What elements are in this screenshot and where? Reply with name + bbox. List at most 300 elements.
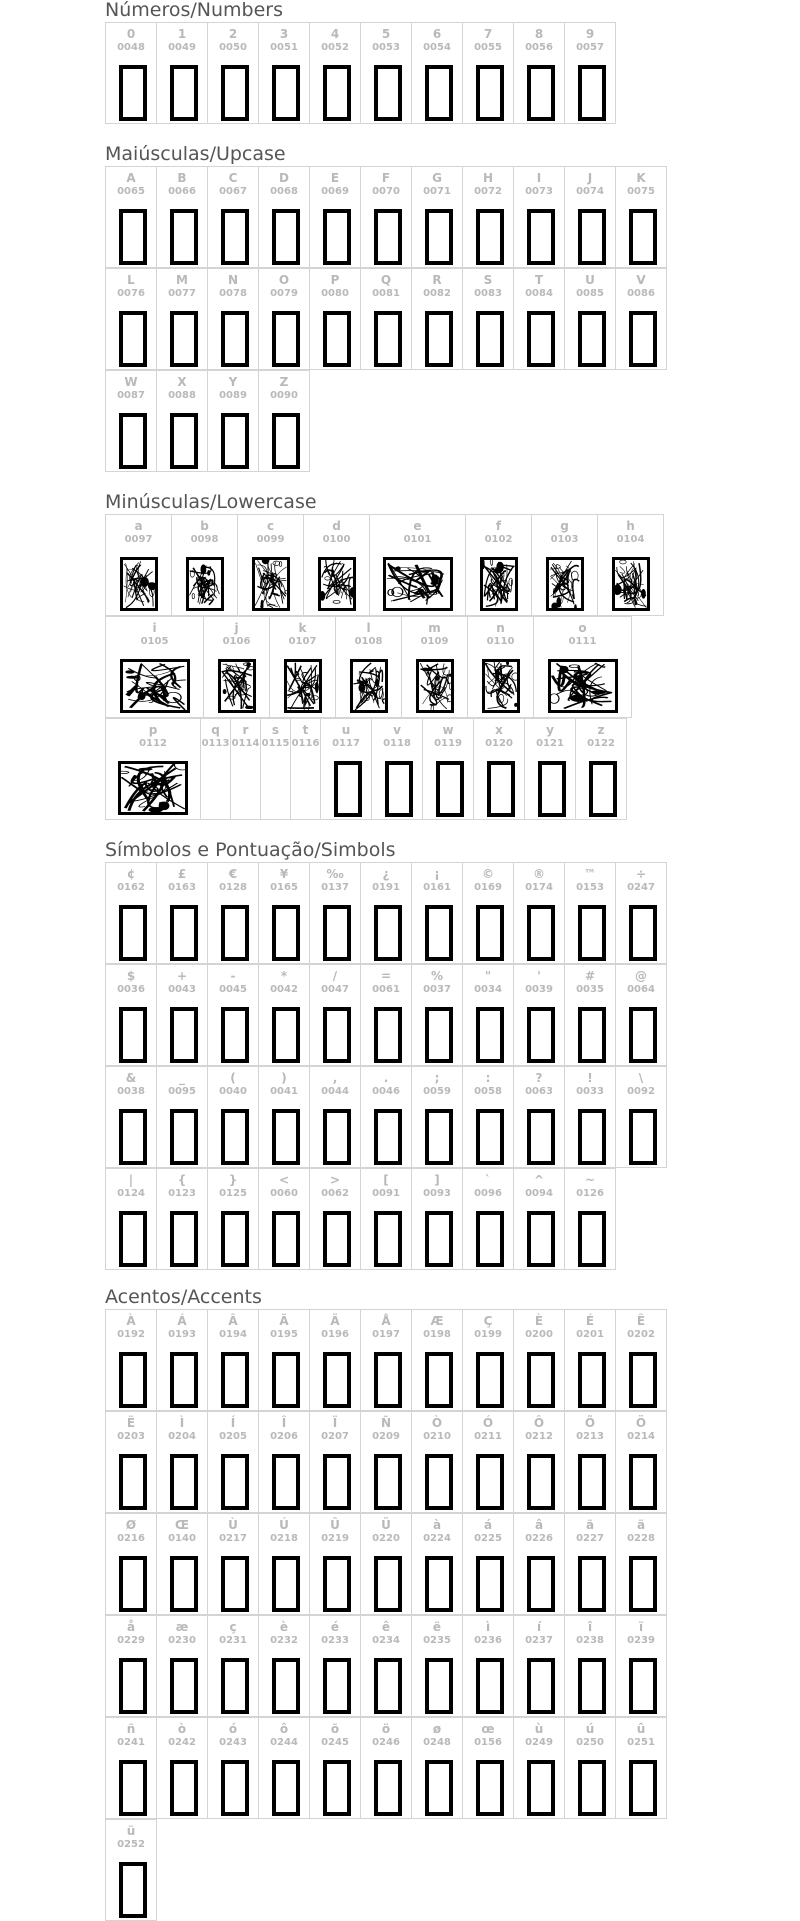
- glyph-char-label: a: [134, 519, 143, 533]
- glyph-code-label: 0042: [270, 984, 298, 995]
- glyph-char-label: 7: [483, 27, 493, 41]
- glyph-code-label: 0216: [117, 1533, 145, 1544]
- missing-glyph-box-icon: [476, 1760, 504, 1816]
- missing-glyph-box-icon: [323, 1352, 351, 1408]
- missing-glyph-box-icon: [221, 1556, 249, 1612]
- glyph-cell: [207, 862, 259, 964]
- missing-glyph-box-icon: [527, 1109, 555, 1165]
- glyph-code-label: 0213: [576, 1431, 604, 1442]
- missing-glyph-box-icon: [170, 1556, 198, 1612]
- missing-glyph-box-icon: [374, 1007, 402, 1063]
- glyph-char-label: Ä: [330, 1314, 340, 1328]
- missing-glyph-box-icon: [323, 209, 351, 265]
- glyph-char-label: 0: [126, 27, 136, 41]
- glyph-code-label: 0054: [423, 42, 451, 53]
- glyph-cell: [105, 370, 157, 472]
- glyph-code-label: 0040: [219, 1086, 247, 1097]
- missing-glyph-box-icon: [221, 311, 249, 367]
- glyph-char-label: Ø: [125, 1518, 137, 1532]
- glyph-char-label: l: [366, 621, 371, 635]
- glyph-char-label: h: [626, 519, 635, 533]
- glyph-illustration-icon: [416, 659, 454, 713]
- glyph-char-label: ^: [533, 1173, 545, 1187]
- glyph-code-label: 0163: [168, 882, 196, 893]
- missing-glyph-box-icon: [578, 1454, 606, 1510]
- glyph-char-label: Ê: [636, 1314, 646, 1328]
- glyph-char-label: k: [298, 621, 307, 635]
- missing-glyph-box-icon: [629, 905, 657, 961]
- glyph-cell: [207, 1411, 259, 1513]
- missing-glyph-box-icon: [476, 209, 504, 265]
- glyph-code-label: 0089: [219, 390, 247, 401]
- glyph-code-label: 0109: [420, 636, 449, 647]
- glyph-char-label: £: [177, 867, 187, 881]
- glyph-cell: [309, 166, 361, 268]
- glyph-cell: [258, 1066, 310, 1168]
- glyph-cell: [615, 268, 667, 370]
- glyph-char-label: ú: [585, 1722, 595, 1736]
- missing-glyph-box-icon: [476, 1454, 504, 1510]
- glyph-char-label: |: [128, 1173, 134, 1187]
- glyph-char-label: m: [428, 621, 441, 635]
- glyph-code-label: 0140: [168, 1533, 196, 1544]
- glyph-cell: [411, 166, 463, 268]
- glyph-cell: [615, 862, 667, 964]
- missing-glyph-box-icon: [385, 761, 413, 817]
- missing-glyph-box-icon: [272, 1760, 300, 1816]
- glyph-code-label: 0115: [261, 738, 290, 749]
- glyph-code-label: 0060: [270, 1188, 298, 1199]
- glyph-cell: [105, 1309, 157, 1411]
- glyph-cell: [105, 718, 201, 820]
- glyph-char-label: Ò: [431, 1416, 443, 1430]
- glyph-char-label: 9: [585, 27, 595, 41]
- glyph-code-label: 0048: [117, 42, 145, 53]
- glyph-code-label: 0214: [627, 1431, 655, 1442]
- glyph-char-label: `: [485, 1173, 491, 1187]
- glyph-cell: [207, 1066, 259, 1168]
- glyph-code-label: 0052: [321, 42, 349, 53]
- missing-glyph-box-icon: [374, 1658, 402, 1714]
- glyph-char-label: K: [636, 171, 646, 185]
- glyph-cell: [371, 718, 423, 820]
- missing-glyph-box-icon: [629, 311, 657, 367]
- glyph-cell: [462, 1615, 514, 1717]
- glyph-code-label: 0051: [270, 42, 298, 53]
- glyph-illustration-icon: [318, 557, 356, 611]
- glyph-cell: [411, 1066, 463, 1168]
- glyph-code-label: 0049: [168, 42, 196, 53]
- glyph-cell: [335, 616, 402, 718]
- glyph-code-label: 0235: [423, 1635, 451, 1646]
- glyph-cell: [465, 514, 532, 616]
- glyph-char-label: U: [585, 273, 595, 287]
- glyph-code-label: 0033: [576, 1086, 604, 1097]
- glyph-cell: [462, 268, 514, 370]
- glyph-char-label: i: [152, 621, 157, 635]
- glyph-code-label: 0111: [568, 636, 597, 647]
- glyph-code-label: 0228: [627, 1533, 655, 1544]
- glyph-char-label: s: [271, 723, 280, 737]
- missing-glyph-box-icon: [425, 1211, 453, 1267]
- missing-glyph-box-icon: [323, 1556, 351, 1612]
- glyph-char-label: ': [537, 969, 541, 983]
- glyph-char-label: J: [587, 171, 593, 185]
- glyph-char-label: F: [381, 171, 391, 185]
- glyph-cell: [207, 1717, 259, 1819]
- glyph-char-label: %: [430, 969, 444, 983]
- glyph-char-label: Ú: [279, 1518, 289, 1532]
- missing-glyph-box-icon: [425, 1352, 453, 1408]
- glyph-code-label: 0227: [576, 1533, 604, 1544]
- glyph-char-label: õ: [330, 1722, 340, 1736]
- glyph-code-label: 0062: [321, 1188, 349, 1199]
- missing-glyph-box-icon: [272, 209, 300, 265]
- glyph-cell: [575, 718, 627, 820]
- missing-glyph-box-icon: [578, 905, 606, 961]
- glyph-cell: [156, 1168, 208, 1270]
- glyph-illustration-icon: [120, 659, 190, 713]
- glyph-code-label: 0226: [525, 1533, 553, 1544]
- glyph-code-label: 0205: [219, 1431, 247, 1442]
- glyph-char-label: Æ: [430, 1314, 444, 1328]
- missing-glyph-box-icon: [425, 1556, 453, 1612]
- missing-glyph-box-icon: [272, 1352, 300, 1408]
- glyph-char-label: T: [534, 273, 544, 287]
- glyph-cell: [513, 964, 565, 1066]
- missing-glyph-box-icon: [425, 905, 453, 961]
- missing-glyph-box-icon: [578, 1556, 606, 1612]
- glyph-code-label: 0137: [321, 882, 349, 893]
- glyph-cell: [237, 514, 304, 616]
- missing-glyph-box-icon: [425, 1760, 453, 1816]
- missing-glyph-box-icon: [629, 1007, 657, 1063]
- glyph-cell: [360, 964, 412, 1066]
- glyph-code-label: 0055: [474, 42, 502, 53]
- section-title-lowercase: Minúsculas/Lowercase: [105, 491, 317, 513]
- glyph-code-label: 0110: [486, 636, 515, 647]
- missing-glyph-box-icon: [119, 1556, 147, 1612]
- glyph-char-label: X: [177, 375, 187, 389]
- glyph-code-label: 0243: [219, 1737, 247, 1748]
- glyph-char-label: Ö: [635, 1416, 647, 1430]
- glyph-cell: [513, 1717, 565, 1819]
- glyph-code-label: 0219: [321, 1533, 349, 1544]
- glyph-char-label: $: [126, 969, 136, 983]
- glyph-cell: [462, 1168, 514, 1270]
- missing-glyph-box-icon: [170, 1007, 198, 1063]
- glyph-cell: [258, 166, 310, 268]
- glyph-char-label: ?: [535, 1071, 543, 1085]
- glyph-char-label: ì: [485, 1620, 491, 1634]
- glyph-char-label: î: [587, 1620, 593, 1634]
- missing-glyph-box-icon: [629, 1454, 657, 1510]
- glyph-code-label: 0198: [423, 1329, 451, 1340]
- missing-glyph-box-icon: [436, 761, 464, 817]
- glyph-code-label: 0066: [168, 186, 196, 197]
- missing-glyph-box-icon: [578, 65, 606, 121]
- glyph-code-label: 0153: [576, 882, 604, 893]
- glyph-char-label: G: [432, 171, 442, 185]
- glyph-code-label: 0076: [117, 288, 145, 299]
- glyph-code-label: 0065: [117, 186, 145, 197]
- missing-glyph-box-icon: [578, 1352, 606, 1408]
- glyph-char-label: Å: [381, 1314, 391, 1328]
- glyph-cell: [462, 964, 514, 1066]
- glyph-code-label: 0248: [423, 1737, 451, 1748]
- glyph-cell: [513, 1309, 565, 1411]
- glyph-char-label: E: [330, 171, 340, 185]
- missing-glyph-box-icon: [272, 1109, 300, 1165]
- glyph-code-label: 0209: [372, 1431, 400, 1442]
- glyph-cell: [564, 166, 616, 268]
- glyph-code-label: 0169: [474, 882, 502, 893]
- glyph-cell: [360, 1411, 412, 1513]
- glyph-code-label: 0103: [550, 534, 579, 545]
- glyph-illustration-icon: [120, 557, 158, 611]
- glyph-char-label: B: [177, 171, 187, 185]
- glyph-char-label: Ï: [332, 1416, 338, 1430]
- glyph-cell: [309, 964, 361, 1066]
- glyph-code-label: 0217: [219, 1533, 247, 1544]
- glyph-cell: [615, 1513, 667, 1615]
- glyph-cell: [513, 862, 565, 964]
- glyph-code-label: 0128: [219, 882, 247, 893]
- glyph-cell: [309, 1411, 361, 1513]
- glyph-cell: [462, 166, 514, 268]
- glyph-char-label: Q: [380, 273, 392, 287]
- glyph-code-label: 0043: [168, 984, 196, 995]
- glyph-cell: [105, 1819, 157, 1921]
- missing-glyph-box-icon: [629, 1658, 657, 1714]
- glyph-char-label: \: [638, 1071, 644, 1085]
- glyph-char-label: ©: [482, 867, 494, 881]
- glyph-cell: [309, 1615, 361, 1717]
- glyph-cell: [615, 1717, 667, 1819]
- glyph-illustration-icon: [482, 659, 520, 713]
- missing-glyph-box-icon: [323, 1760, 351, 1816]
- glyph-char-label: _: [179, 1071, 185, 1085]
- glyph-cell: [309, 22, 361, 124]
- glyph-code-label: 0117: [332, 738, 360, 749]
- glyph-char-label: æ: [175, 1620, 189, 1634]
- glyph-cell: [615, 1615, 667, 1717]
- glyph-cell: [411, 964, 463, 1066]
- glyph-char-label: ‰: [326, 867, 344, 881]
- missing-glyph-box-icon: [170, 1352, 198, 1408]
- glyph-code-label: 0069: [321, 186, 349, 197]
- missing-glyph-box-icon: [119, 413, 147, 469]
- glyph-char-label: ¿: [382, 867, 390, 881]
- glyph-char-label: ê: [381, 1620, 391, 1634]
- glyph-cell: [105, 964, 157, 1066]
- glyph-cell: [615, 166, 667, 268]
- glyph-code-label: 0035: [576, 984, 604, 995]
- missing-glyph-box-icon: [170, 311, 198, 367]
- glyph-cell: [462, 22, 514, 124]
- glyph-cell: [360, 268, 412, 370]
- glyph-code-label: 0105: [140, 636, 169, 647]
- glyph-cell: [360, 166, 412, 268]
- missing-glyph-box-icon: [221, 1760, 249, 1816]
- glyph-code-label: 0098: [190, 534, 219, 545]
- glyph-cell: [564, 964, 616, 1066]
- missing-glyph-box-icon: [170, 1109, 198, 1165]
- missing-glyph-box-icon: [272, 1556, 300, 1612]
- missing-glyph-box-icon: [170, 413, 198, 469]
- glyph-cell: [207, 268, 259, 370]
- missing-glyph-box-icon: [272, 1454, 300, 1510]
- glyph-char-label: û: [636, 1722, 646, 1736]
- missing-glyph-box-icon: [170, 1658, 198, 1714]
- missing-glyph-box-icon: [323, 1658, 351, 1714]
- glyph-code-label: 0200: [525, 1329, 553, 1340]
- glyph-char-label: j: [234, 621, 239, 635]
- glyph-cell: [533, 616, 632, 718]
- missing-glyph-box-icon: [221, 65, 249, 121]
- glyph-cell: [564, 1066, 616, 1168]
- glyph-char-label: 3: [279, 27, 289, 41]
- missing-glyph-box-icon: [578, 311, 606, 367]
- glyph-cell: [207, 1309, 259, 1411]
- glyph-code-label: 0056: [525, 42, 553, 53]
- glyph-cell: [564, 862, 616, 964]
- glyph-char-label: <: [278, 1173, 290, 1187]
- glyph-cell: [309, 862, 361, 964]
- glyph-code-label: 0212: [525, 1431, 553, 1442]
- missing-glyph-box-icon: [323, 1109, 351, 1165]
- glyph-illustration-icon: [612, 557, 650, 611]
- glyph-cell: [615, 1066, 667, 1168]
- glyph-cell: [258, 1615, 310, 1717]
- glyph-char-label: ]: [434, 1173, 440, 1187]
- glyph-char-label: D: [279, 171, 289, 185]
- glyph-cell: [207, 22, 259, 124]
- glyph-char-label: Ü: [381, 1518, 391, 1532]
- missing-glyph-box-icon: [323, 1007, 351, 1063]
- glyph-code-label: 0249: [525, 1737, 553, 1748]
- glyph-char-label: ä: [636, 1518, 646, 1532]
- glyph-char-label: n: [496, 621, 505, 635]
- glyph-cell: [401, 616, 468, 718]
- glyph-cell: [422, 718, 474, 820]
- glyph-cell: [105, 1513, 157, 1615]
- glyph-illustration-icon: [186, 557, 224, 611]
- missing-glyph-box-icon: [221, 413, 249, 469]
- glyph-char-label: ã: [585, 1518, 595, 1532]
- glyph-code-label: 0203: [117, 1431, 145, 1442]
- glyph-char-label: u: [341, 723, 351, 737]
- missing-glyph-box-icon: [170, 1760, 198, 1816]
- glyph-code-label: 0086: [627, 288, 655, 299]
- glyph-cell: [309, 1309, 361, 1411]
- glyph-illustration-icon: [548, 659, 618, 713]
- glyph-code-label: 0252: [117, 1839, 145, 1850]
- glyph-code-label: 0250: [576, 1737, 604, 1748]
- missing-glyph-box-icon: [527, 1760, 555, 1816]
- missing-glyph-box-icon: [334, 761, 362, 817]
- glyph-cell: [524, 718, 576, 820]
- glyph-char-label: ": [484, 969, 492, 983]
- glyph-code-label: 0067: [219, 186, 247, 197]
- missing-glyph-box-icon: [578, 1658, 606, 1714]
- missing-glyph-box-icon: [374, 1211, 402, 1267]
- glyph-cell: [360, 1513, 412, 1615]
- glyph-char-label: V: [636, 273, 646, 287]
- missing-glyph-box-icon: [221, 1211, 249, 1267]
- glyph-char-label: ™: [584, 867, 596, 881]
- glyph-cell: [105, 166, 157, 268]
- glyph-char-label: à: [432, 1518, 442, 1532]
- glyph-cell: [309, 1066, 361, 1168]
- glyph-char-label: Ë: [126, 1416, 136, 1430]
- glyph-code-label: 0104: [616, 534, 645, 545]
- glyph-cell: [269, 616, 336, 718]
- glyph-char-label: I: [536, 171, 542, 185]
- glyph-char-label: Z: [279, 375, 289, 389]
- glyph-cell: [258, 22, 310, 124]
- missing-glyph-box-icon: [629, 1556, 657, 1612]
- glyph-char-label: !: [587, 1071, 593, 1085]
- missing-glyph-box-icon: [374, 209, 402, 265]
- missing-glyph-box-icon: [119, 1211, 147, 1267]
- glyph-cell: [467, 616, 534, 718]
- glyph-illustration-icon: [546, 557, 584, 611]
- glyph-code-label: 0050: [219, 42, 247, 53]
- glyph-code-label: 0090: [270, 390, 298, 401]
- missing-glyph-box-icon: [589, 761, 617, 817]
- glyph-code-label: 0077: [168, 288, 196, 299]
- glyph-code-label: 0047: [321, 984, 349, 995]
- glyph-char-label: c: [266, 519, 275, 533]
- glyph-code-label: 0081: [372, 288, 400, 299]
- glyph-cell: [105, 268, 157, 370]
- glyph-cell: [105, 862, 157, 964]
- missing-glyph-box-icon: [629, 1760, 657, 1816]
- missing-glyph-box-icon: [476, 311, 504, 367]
- glyph-cell: [156, 22, 208, 124]
- glyph-cell: [309, 1513, 361, 1615]
- glyph-cell: [207, 1615, 259, 1717]
- glyph-cell: [597, 514, 664, 616]
- missing-glyph-box-icon: [221, 905, 249, 961]
- missing-glyph-box-icon: [425, 1454, 453, 1510]
- glyph-cell: [171, 514, 238, 616]
- glyph-cell: [207, 1513, 259, 1615]
- glyph-cell: [258, 1411, 310, 1513]
- missing-glyph-box-icon: [527, 1658, 555, 1714]
- missing-glyph-box-icon: [527, 905, 555, 961]
- missing-glyph-box-icon: [323, 905, 351, 961]
- missing-glyph-box-icon: [119, 1109, 147, 1165]
- glyph-char-label: ,: [332, 1071, 338, 1085]
- glyph-char-label: 8: [534, 27, 544, 41]
- glyph-cell: [207, 1168, 259, 1270]
- glyph-code-label: 0087: [117, 390, 145, 401]
- glyph-cell: [203, 616, 270, 718]
- glyph-char-label: q: [211, 723, 220, 737]
- glyph-cell: [303, 514, 370, 616]
- glyph-char-label: v: [393, 723, 401, 737]
- glyph-cell: [230, 718, 261, 820]
- glyph-cell: [513, 1411, 565, 1513]
- glyph-cell: [473, 718, 525, 820]
- glyph-char-label: ¢: [126, 867, 136, 881]
- glyph-code-label: 0070: [372, 186, 400, 197]
- glyph-cell: [156, 166, 208, 268]
- glyph-char-label: =: [380, 969, 392, 983]
- glyph-code-label: 0114: [231, 738, 260, 749]
